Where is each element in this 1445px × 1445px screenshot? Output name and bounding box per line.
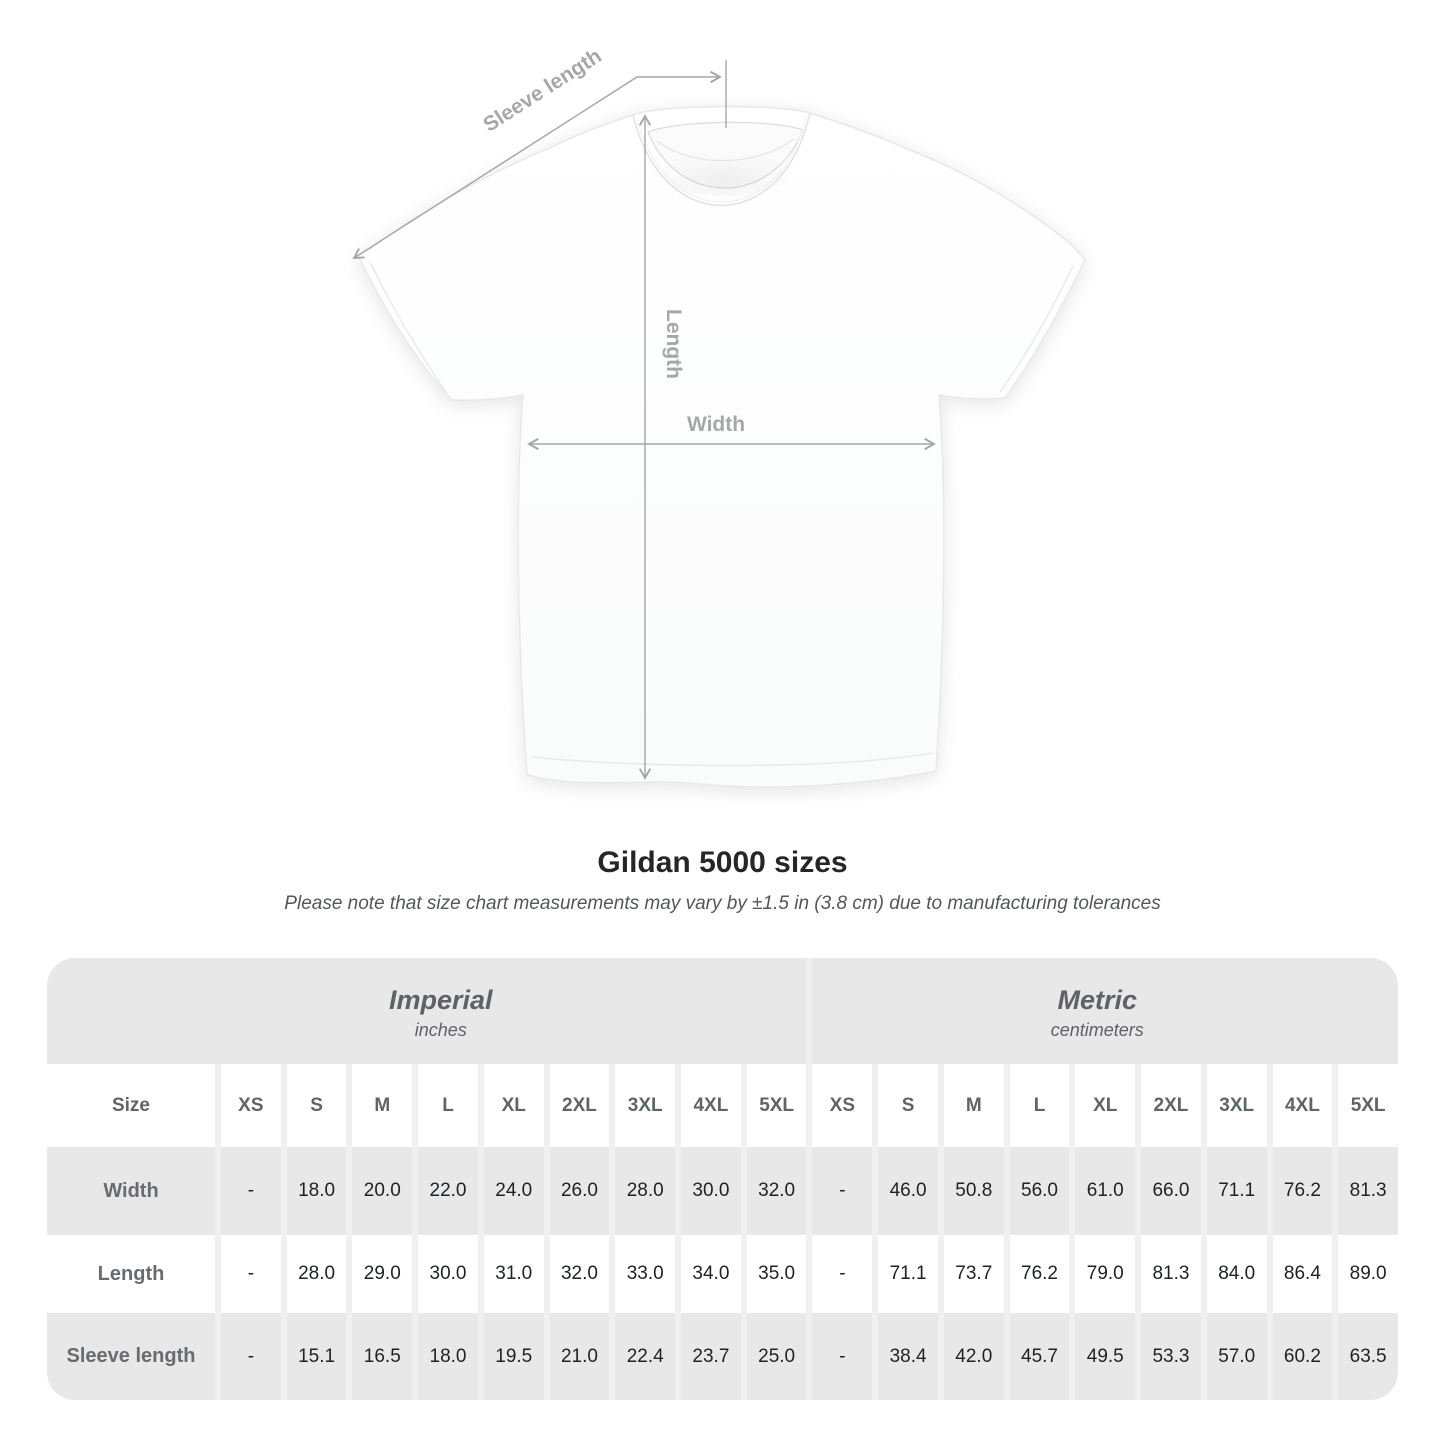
value-cell: 71.1 [878, 1235, 938, 1313]
value-cell: 56.0 [1010, 1147, 1070, 1235]
col-header-s: S [287, 1064, 347, 1147]
value-cell: 35.0 [747, 1235, 807, 1313]
unit-group-unit: centimeters [1050, 1020, 1144, 1040]
unit-group-name: Metric [1057, 985, 1137, 1015]
value-cell: - [812, 1313, 872, 1400]
width-label: Width [686, 413, 746, 436]
value-cell: 50.8 [944, 1147, 1004, 1235]
size-col-header: Size [47, 1064, 215, 1147]
value-cell: - [221, 1147, 281, 1235]
value-cell: 63.5 [1338, 1313, 1398, 1400]
col-header-xs: XS [221, 1064, 281, 1147]
col-header-xl: XL [484, 1064, 544, 1147]
value-cell: 18.0 [287, 1147, 347, 1235]
col-header-xs: XS [812, 1064, 872, 1147]
row-label-sleeve-length: Sleeve length [47, 1313, 215, 1400]
page-subtitle: Please note that size chart measurements may vary by ±1.5 in (3.8 cm) due to manufacturing tolerances [284, 893, 1161, 914]
value-cell: 81.3 [1141, 1235, 1201, 1313]
value-cell: - [221, 1313, 281, 1400]
size-chart-table [47, 958, 1398, 1400]
col-header-4xl: 4XL [681, 1064, 741, 1147]
col-header-5xl: 5XL [747, 1064, 807, 1147]
col-header-xl: XL [1075, 1064, 1135, 1147]
size-table-grid [47, 958, 1398, 1400]
unit-group-unit: inches [414, 1020, 467, 1040]
value-cell: 29.0 [352, 1235, 412, 1313]
value-cell: 53.3 [1141, 1313, 1201, 1400]
value-cell: 24.0 [484, 1147, 544, 1235]
value-cell: 79.0 [1075, 1235, 1135, 1313]
page-title: Gildan 5000 sizes [597, 846, 848, 879]
col-header-2xl: 2XL [1141, 1064, 1201, 1147]
value-cell: 61.0 [1075, 1147, 1135, 1235]
col-header-m: M [944, 1064, 1004, 1147]
sleeve-length-label: Sleeve length [479, 44, 606, 137]
value-cell: 18.0 [418, 1313, 478, 1400]
length-label: Length [662, 309, 685, 379]
value-cell: 16.5 [352, 1313, 412, 1400]
value-cell: 20.0 [352, 1147, 412, 1235]
col-header-4xl: 4XL [1273, 1064, 1333, 1147]
value-cell: 57.0 [1207, 1313, 1267, 1400]
value-cell: 22.0 [418, 1147, 478, 1235]
row-label-length: Length [47, 1235, 215, 1313]
value-cell: 81.3 [1338, 1147, 1398, 1235]
unit-group-imperial [47, 958, 806, 1064]
value-cell: 32.0 [747, 1147, 807, 1235]
col-header-s: S [878, 1064, 938, 1147]
col-header-m: M [352, 1064, 412, 1147]
value-cell: 66.0 [1141, 1147, 1201, 1235]
value-cell: 76.2 [1010, 1235, 1070, 1313]
value-cell: 28.0 [287, 1235, 347, 1313]
tshirt-illustration [358, 106, 1085, 787]
value-cell: 86.4 [1273, 1235, 1333, 1313]
row-label-width: Width [47, 1147, 215, 1235]
value-cell: 76.2 [1273, 1147, 1333, 1235]
value-cell: 28.0 [615, 1147, 675, 1235]
tshirt-outline [358, 106, 1085, 787]
value-cell: 32.0 [550, 1235, 610, 1313]
unit-group-inner [389, 987, 493, 1039]
value-cell: 26.0 [550, 1147, 610, 1235]
unit-group-name: Imperial [388, 985, 493, 1015]
col-header-5xl: 5XL [1338, 1064, 1398, 1147]
unit-group-inner [1051, 987, 1144, 1039]
value-cell: 73.7 [944, 1235, 1004, 1313]
value-cell: 38.4 [878, 1313, 938, 1400]
value-cell: 30.0 [681, 1147, 741, 1235]
value-cell: - [221, 1235, 281, 1313]
value-cell: 30.0 [418, 1235, 478, 1313]
unit-group-metric [812, 958, 1398, 1064]
value-cell: 45.7 [1010, 1313, 1070, 1400]
col-header-l: L [418, 1064, 478, 1147]
value-cell: 15.1 [287, 1313, 347, 1400]
value-cell: 23.7 [681, 1313, 741, 1400]
value-cell: 22.4 [615, 1313, 675, 1400]
value-cell: 25.0 [747, 1313, 807, 1400]
col-header-2xl: 2XL [550, 1064, 610, 1147]
value-cell: 71.1 [1207, 1147, 1267, 1235]
value-cell: 49.5 [1075, 1313, 1135, 1400]
value-cell: 31.0 [484, 1235, 544, 1313]
col-header-3xl: 3XL [615, 1064, 675, 1147]
value-cell: 60.2 [1273, 1313, 1333, 1400]
value-cell: 84.0 [1207, 1235, 1267, 1313]
value-cell: 21.0 [550, 1313, 610, 1400]
value-cell: - [812, 1147, 872, 1235]
value-cell: 42.0 [944, 1313, 1004, 1400]
value-cell: - [812, 1235, 872, 1313]
col-header-3xl: 3XL [1207, 1064, 1267, 1147]
value-cell: 33.0 [615, 1235, 675, 1313]
value-cell: 89.0 [1338, 1235, 1398, 1313]
value-cell: 34.0 [681, 1235, 741, 1313]
value-cell: 46.0 [878, 1147, 938, 1235]
value-cell: 19.5 [484, 1313, 544, 1400]
col-header-l: L [1010, 1064, 1070, 1147]
